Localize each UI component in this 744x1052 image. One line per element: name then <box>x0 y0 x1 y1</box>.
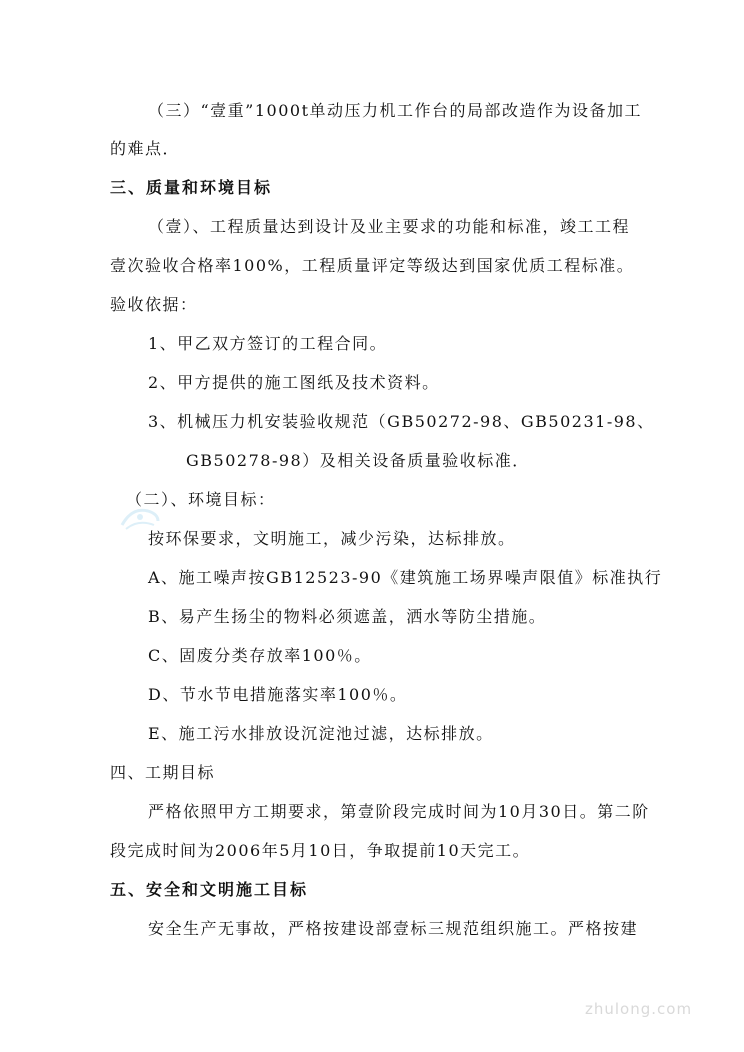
paragraph-line: 的难点． <box>110 139 181 158</box>
list-item: E、施工污水排放设沉淀池过滤，达标排放。 <box>148 724 494 743</box>
zhulong-logo-icon <box>118 505 162 533</box>
list-item: D、节水节电措施落实率100％。 <box>148 685 408 704</box>
paragraph-line: 段完成时间为2006年5月10日，争取提前10天完工。 <box>110 841 531 860</box>
list-item: A、施工噪声按GB12523-90《建筑施工场界噪声限值》标准执行 <box>148 568 663 587</box>
paragraph-line: 验收依据： <box>110 295 198 314</box>
list-item: 3、机械压力机安装验收规范（GB50272-98、GB50231-98、 <box>148 412 655 431</box>
paragraph-line: 严格依照甲方工期要求，第壹阶段完成时间为10月30日。第二阶 <box>148 802 650 821</box>
paragraph-line: （壹）、工程质量达到设计及业主要求的功能和标准，竣工工程 <box>148 217 631 236</box>
list-item: C、固废分类存放率100％。 <box>148 646 372 665</box>
section-heading-safety: 五、安全和文明施工目标 <box>110 880 309 899</box>
list-item: B、易产生扬尘的物料必须遮盖，洒水等防尘措施。 <box>148 607 547 626</box>
paragraph-line: 壹次验收合格率100%，工程质量评定等级达到国家优质工程标准。 <box>110 256 635 275</box>
paragraph-line: 按环保要求，文明施工，减少污染，达标排放。 <box>148 529 516 548</box>
list-item: 1、甲乙双方签订的工程合同。 <box>148 334 388 353</box>
watermark-text: zhulong.com <box>585 1000 693 1018</box>
list-item: 2、甲方提供的施工图纸及技术资料。 <box>148 373 440 392</box>
subsection-title-environment: （二）、环境目标： <box>126 490 276 509</box>
list-item-continuation: GB50278-98）及相关设备质量验收标准． <box>186 451 530 470</box>
paragraph-line: （三）“壹重”1000t单动压力机工作台的局部改造作为设备加工 <box>148 101 643 120</box>
paragraph-line: 安全生产无事故，严格按建设部壹标三规范组织施工。严格按建 <box>148 919 639 938</box>
section-heading-schedule: 四、工期目标 <box>110 763 216 782</box>
section-heading-quality: 三、质量和环境目标 <box>110 178 273 197</box>
